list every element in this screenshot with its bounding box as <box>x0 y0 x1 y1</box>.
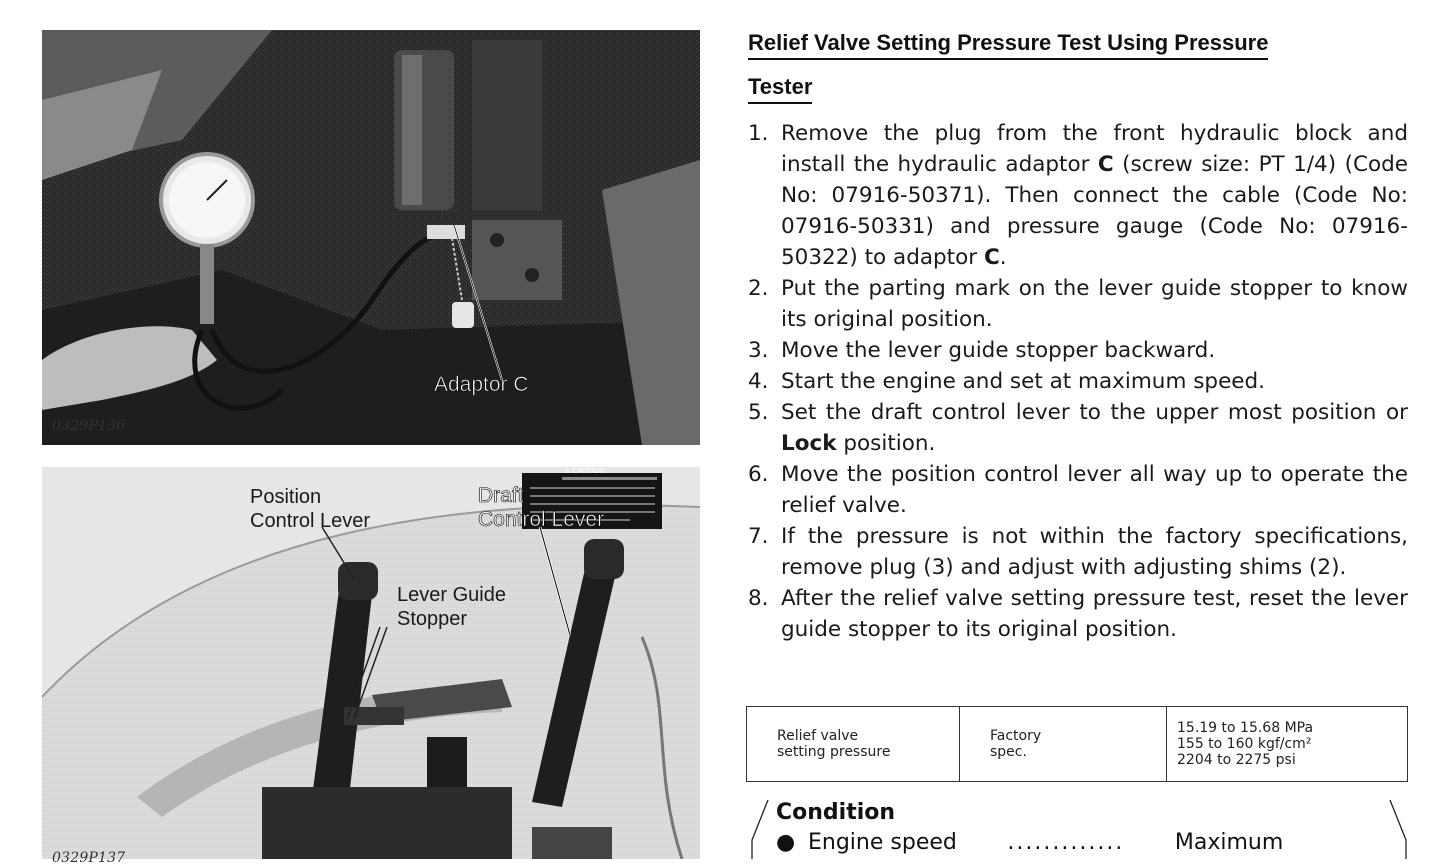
procedure-step <box>748 521 1408 583</box>
spec-value-mpa: 15.19 to 15.68 MPa <box>1177 720 1314 736</box>
condition-bracket-left <box>748 800 770 859</box>
photo-control-levers <box>42 467 700 859</box>
procedure-step <box>748 335 1408 366</box>
figure2-code: 0329P137 <box>52 850 126 866</box>
pressure-gauge-photo-illustration <box>42 30 700 445</box>
procedure-step <box>748 583 1408 645</box>
step-number: 4. <box>748 369 769 394</box>
step-number: 6. <box>748 462 769 487</box>
step-bold-text: C <box>983 245 1000 270</box>
condition-title: Condition <box>776 800 896 825</box>
step-text: If the pressure is not within the factory specifications, remove plug (3) and adjust with adjusting shims (2). <box>781 524 1408 580</box>
condition-item <box>776 830 1356 855</box>
draft-control-lever-callout: Draft Control Lever <box>478 484 605 531</box>
condition-leader-dots: ............. <box>1007 830 1125 855</box>
procedure-step <box>748 118 1408 273</box>
adaptor-c-callout: Adaptor C <box>434 373 529 396</box>
photo-pressure-gauge-adaptor <box>42 30 700 445</box>
step-text: position. <box>836 431 936 456</box>
procedure-step <box>748 366 1408 397</box>
position-control-lever-callout: Position Control Lever <box>250 486 371 532</box>
step-text: Remove the plug from the front hydraulic block and install the hydraulic adaptor <box>781 121 1408 177</box>
condition-item-label: Engine speed <box>808 830 957 855</box>
step-text: Put the parting mark on the lever guide stopper to know its original position. <box>781 276 1408 332</box>
bullet-icon: ● <box>776 830 796 855</box>
step-bold-text: C <box>1097 152 1114 177</box>
step-number: 7. <box>748 524 769 549</box>
procedure-step <box>748 459 1408 521</box>
step-bold-text: Lock <box>781 431 837 456</box>
spec-row <box>747 707 1408 782</box>
caution-sticker-text: ⚠ CAUTION <box>564 467 605 475</box>
figure1-code: 0329P136 <box>52 418 126 434</box>
step-text: Move the position control lever all way up to operate the relief valve. <box>781 462 1408 518</box>
step-text: After the relief valve setting pressure test, reset the lever guide stopper to its original position. <box>781 586 1408 642</box>
step-number: 3. <box>748 338 769 363</box>
section-title-line2: Tester <box>748 74 812 104</box>
step-text: (screw size: PT 1/4) (Code No: 07916-50371). Then connect the cable (Code No: 07916-50331) and pressure gauge (Code No: 07916-50322) to adaptor <box>781 152 1408 270</box>
spec-table <box>746 706 1408 782</box>
section-title-line1: Relief Valve Setting Pressure Test Using Pressure <box>748 30 1268 60</box>
step-text: . <box>999 245 1007 270</box>
step-number: 1. <box>748 121 769 146</box>
step-number: 8. <box>748 586 769 611</box>
condition-item-value: Maximum <box>1174 830 1284 855</box>
procedure-step <box>748 397 1408 459</box>
step-text: Set the draft control lever to the upper most position or <box>781 400 1408 425</box>
lever-guide-stopper-callout: Lever Guide Stopper <box>397 584 506 630</box>
step-text: Move the lever guide stopper backward. <box>781 338 1216 363</box>
spec-type-cell: Factory spec. <box>960 707 1167 782</box>
condition-bracket-right <box>1388 800 1410 859</box>
spec-value-cell <box>1167 707 1408 782</box>
step-text: Start the engine and set at maximum speed. <box>781 369 1266 394</box>
spec-value-kgf: 155 to 160 kgf/cm² <box>1177 736 1312 752</box>
step-number: 5. <box>748 400 769 425</box>
procedure-step <box>748 273 1408 335</box>
step-number: 2. <box>748 276 769 301</box>
spec-item-cell: Relief valve setting pressure <box>747 707 960 782</box>
spec-value-psi: 2204 to 2275 psi <box>1177 752 1296 768</box>
procedure-steps <box>748 118 1408 645</box>
